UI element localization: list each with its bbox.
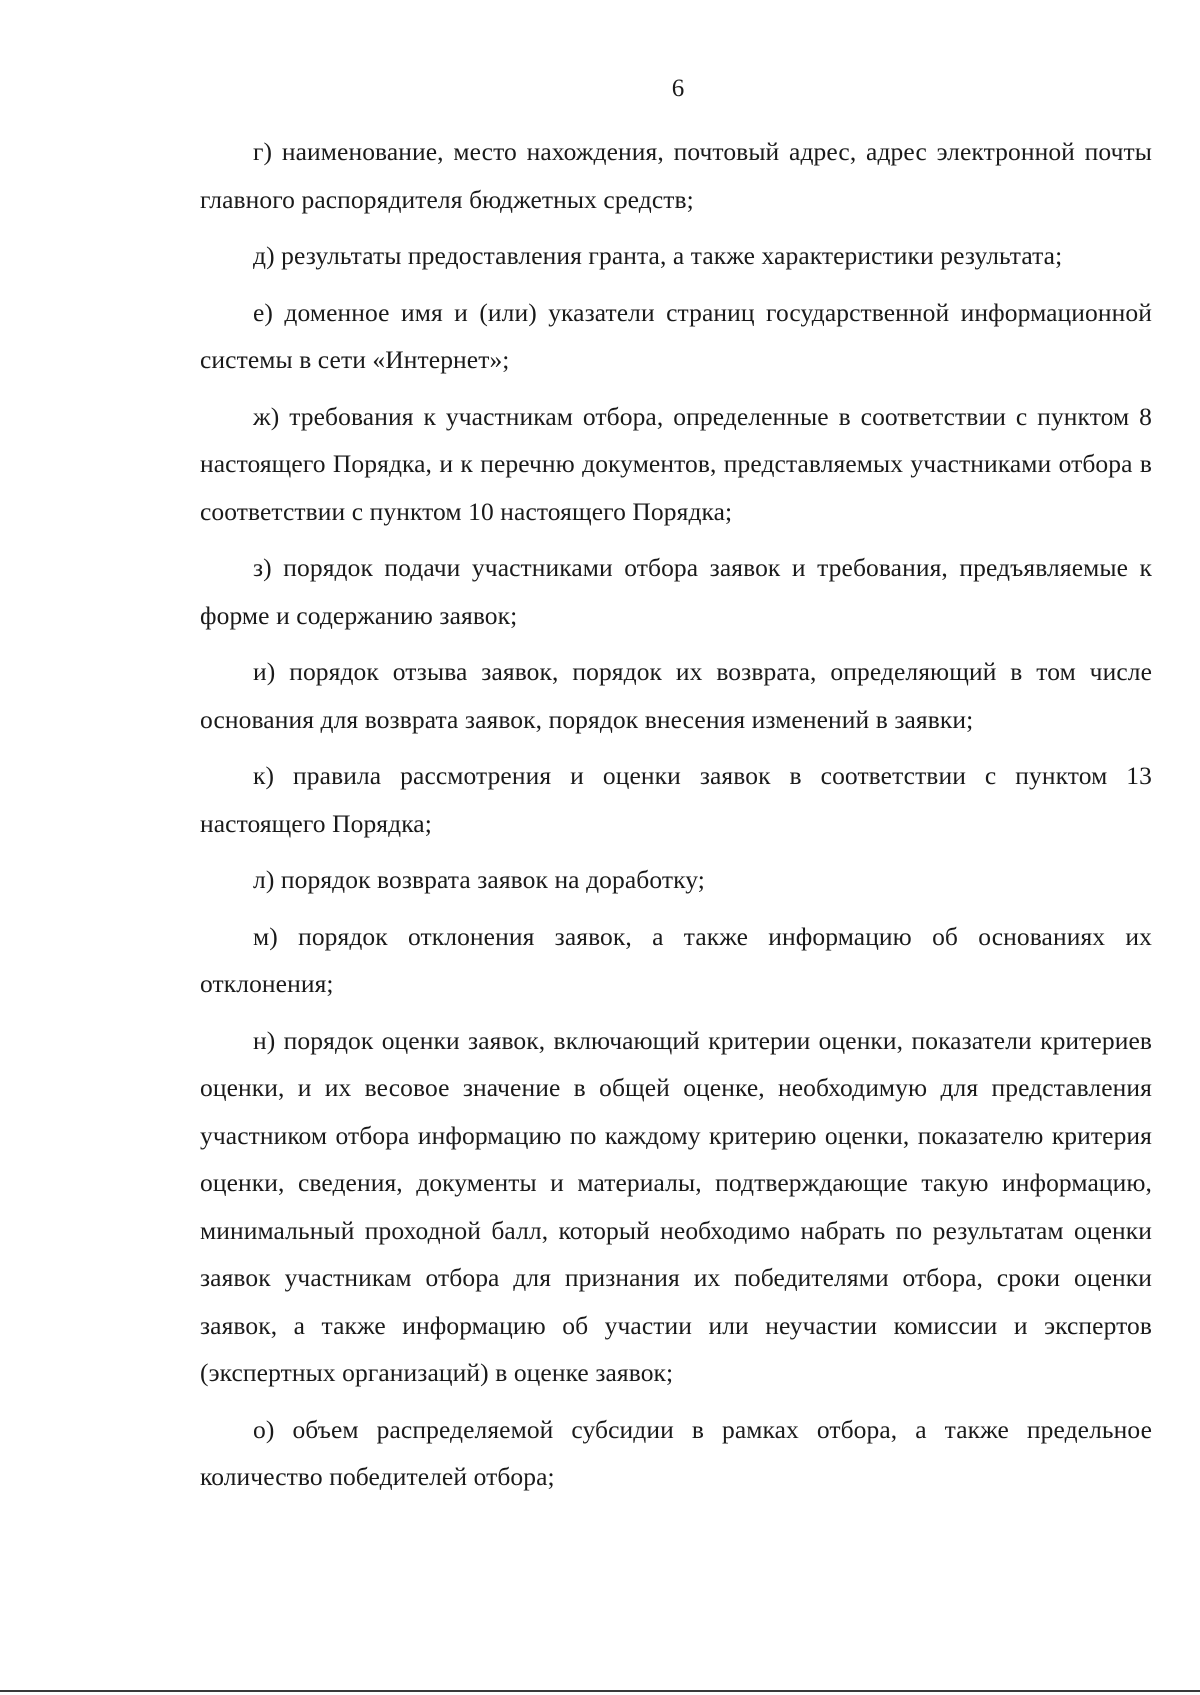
paragraph-d: д) результаты предоставления гранта, а также характеристики результата; — [253, 241, 1063, 270]
paragraph-l: л) порядок возврата заявок на доработку; — [253, 865, 705, 894]
paragraph-m: м) порядок отклонения заявок, а также информацию об основаниях их отклонения; — [200, 921, 1152, 998]
paragraph-g: г) наименование, место нахождения, почтовый адрес, адрес электронной почты главного распорядителя бюджетных средств; — [200, 137, 1152, 214]
page-number: 6 — [671, 75, 685, 102]
paragraph-zh: ж) требования к участникам отбора, определенные в соответствии с пунктом 8 настоящего Порядка, и к перечню документов, представляемых участниками отбора в соответствии с пунктом 10 настоящего Порядка; — [200, 401, 1152, 526]
paragraph-z: з) порядок подачи участниками отбора заявок и требования, предъявляемые к форме и содержанию заявок; — [200, 553, 1152, 630]
paragraph-k: к) правила рассмотрения и оценки заявок в соответствии с пунктом 13 настоящего Порядка; — [200, 761, 1152, 838]
page-bottom-edge — [0, 1690, 1200, 1692]
paragraph-n: н) порядок оценки заявок, включающий критерии оценки, показатели критериев оценки, и их весовое значение в общей оценке, необходимую для представления участником отбора информацию по каждому критерию оценки, показателю критерия оценки, сведения, документы и материалы, подтверждающие такую информацию, минимальный проходной балл, который необходимо набрать по результатам оценки заявок участникам отбора для признания их победителями отбора, сроки оценки заявок, а также информацию об участии или неучастии комиссии и экспертов (экспертных организаций) в оценке заявок; — [200, 1025, 1152, 1387]
paragraph-e: е) доменное имя и (или) указатели страниц государственной информационной системы в сети «Интернет»; — [200, 297, 1152, 374]
document-body — [200, 128, 1152, 1510]
paragraph-o: о) объем распределяемой субсидии в рамках отбора, а также предельное количество победителей отбора; — [200, 1414, 1152, 1491]
paragraph-i: и) порядок отзыва заявок, порядок их возврата, определяющий в том числе основания для возврата заявок, порядок внесения изменений в заявки; — [200, 657, 1152, 734]
